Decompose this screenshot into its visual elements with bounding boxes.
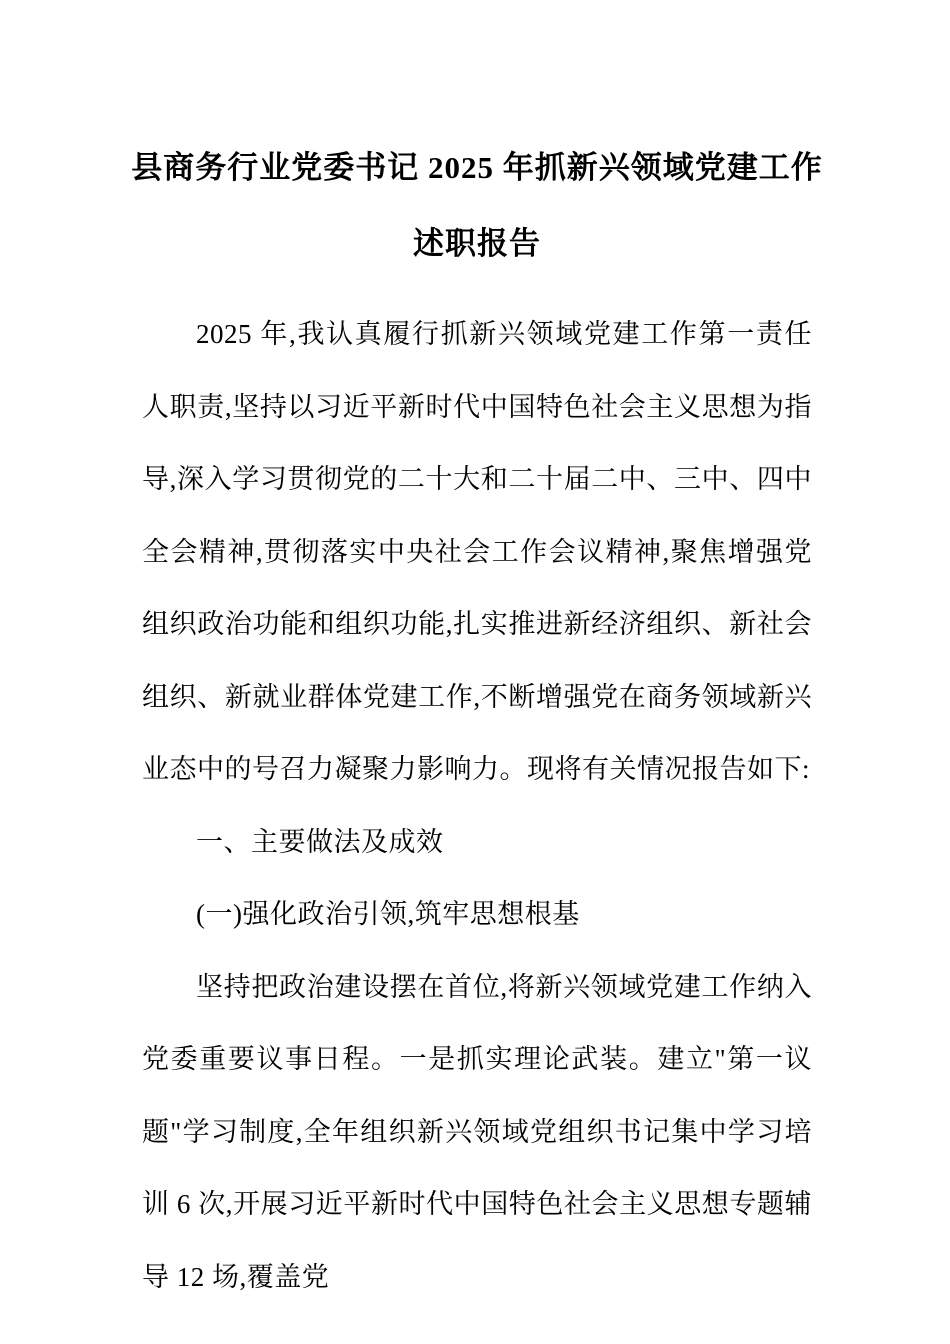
intro-paragraph: 2025 年,我认真履行抓新兴领域党建工作第一责任人职责,坚持以习近平新时代中国特色社会主义思想为指导,深入学习贯彻党的二十大和二十届二中、三中、四中全会精神,贯彻落实中央社会工作会议精神,聚焦增强党组织政治功能和组织功能,扎实推进新经济组织、新社会组织、新就业群体党建工作,不断增强党在商务领域新兴业态中的号召力凝聚力影响力。现将有关情况报告如下: bbox=[142, 319, 812, 784]
section-heading: 一、主要做法及成效 bbox=[196, 826, 444, 857]
document-title: 县商务行业党委书记 2025 年抓新兴领域党建工作述职报告 bbox=[131, 150, 823, 261]
body-paragraph: 坚持把政治建设摆在首位,将新兴领域党建工作纳入党委重要议事日程。一是抓实理论武装。建立"第一议题"学习制度,全年组织新兴领域党组织书记集中学习培训 6 次,开展习近平新时代中国特色社会主义思想专题辅导 12 场,覆盖党 bbox=[142, 971, 812, 1292]
document-body bbox=[142, 298, 812, 1313]
subsection-heading: (一)强化政治引领,筑牢思想根基 bbox=[196, 899, 580, 929]
